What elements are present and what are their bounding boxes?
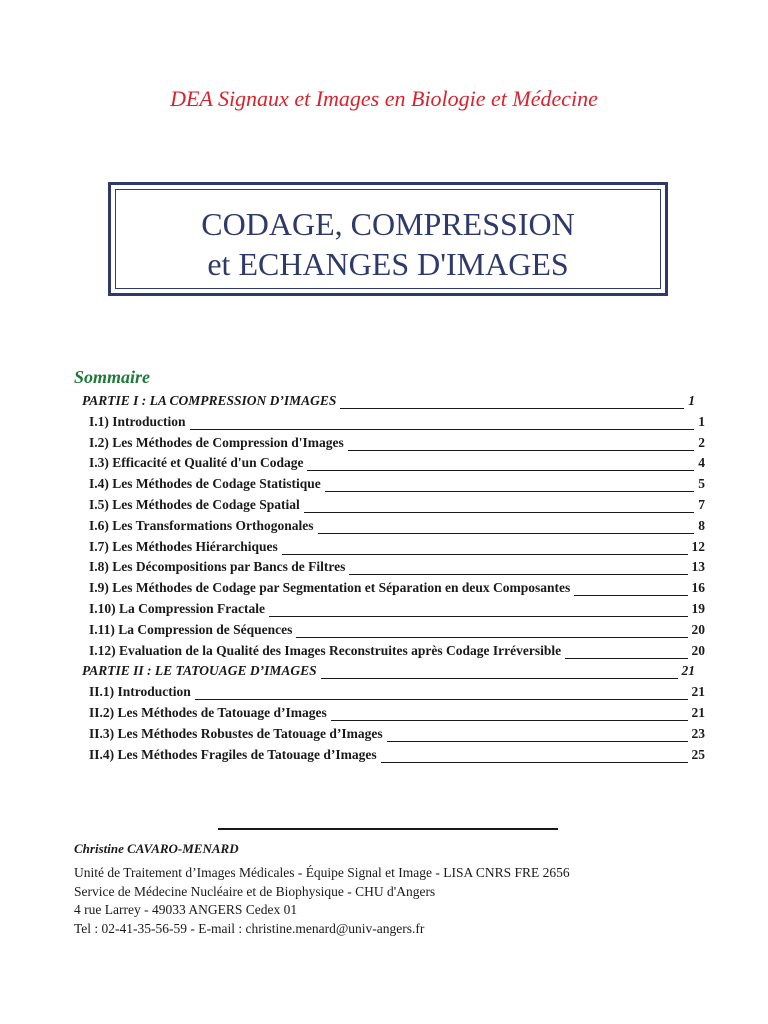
toc-entry [89, 643, 705, 663]
toc-entry-label: I.6) Les Transformations Orthogonales [89, 517, 314, 533]
program-heading: DEA Signaux et Images en Biologie et Médecine [170, 86, 598, 111]
toc-page-number: 12 [691, 538, 705, 554]
toc-entry [89, 518, 705, 538]
toc-entry [89, 601, 705, 621]
toc-leader-line [574, 594, 687, 596]
toc-leader-line [348, 449, 694, 451]
title-line-2: et ECHANGES D'IMAGES [207, 246, 569, 282]
address-line: Tel : 02-41-35-56-59 - E-mail : christine.menard@univ-angers.fr [74, 920, 425, 936]
toc-entry-label: I.11) La Compression de Séquences [89, 621, 293, 637]
toc-leader-line [331, 719, 688, 721]
toc-leader-line [325, 490, 695, 492]
toc-page-number: 4 [698, 455, 705, 471]
toc-entry-label: I.12) Evaluation de la Qualité des Images Reconstruites après Codage Irréversible [89, 642, 562, 658]
toc-leader-line [349, 573, 687, 575]
toc-leader-line [269, 615, 688, 617]
toc-leader-line [340, 407, 684, 409]
toc-page-number: 7 [698, 497, 705, 512]
toc-leader-line [282, 553, 688, 555]
toc-entry-label: I.5) Les Méthodes de Codage Spatial [89, 497, 300, 512]
toc-entry [89, 705, 705, 725]
toc-entry-label: I.10) La Compression Fractale [89, 601, 265, 616]
toc-entry [89, 580, 705, 600]
toc-entry [89, 414, 705, 434]
toc-entry [89, 622, 705, 642]
title-frame [108, 182, 668, 296]
toc-leader-line [296, 636, 687, 638]
address-line: Service de Médecine Nucléaire et de Biophysique - CHU d'Angers [74, 883, 436, 899]
toc-heading: Sommaire [74, 367, 151, 387]
toc-entry-label: I.9) Les Méthodes de Codage par Segmentation et Séparation en deux Composantes [89, 580, 571, 596]
separator-rule [218, 828, 558, 830]
toc-leader-line [304, 511, 694, 513]
address-line: Unité de Traitement d’Images Médicales - Équipe Signal et Image - LISA CNRS FRE 2656 [74, 865, 570, 880]
title-line-1: CODAGE, COMPRESSION [201, 206, 575, 242]
toc-entry [89, 726, 705, 746]
toc-page-number: 23 [691, 725, 705, 741]
toc-page-number: 16 [691, 580, 705, 596]
toc-part-entry [82, 393, 695, 413]
toc-page-number: 20 [691, 642, 705, 658]
toc-leader-line [387, 740, 688, 742]
toc-page-number: 25 [691, 746, 705, 762]
toc-entry [89, 684, 705, 704]
toc-entry [89, 476, 705, 496]
toc-entry-label: PARTIE II : LE TATOUAGE D’IMAGES [82, 663, 317, 679]
toc-entry-label: II.3) Les Méthodes Robustes de Tatouage d’Images [89, 725, 383, 741]
toc-page-number: 5 [698, 476, 705, 492]
toc-entry-label: II.1) Introduction [89, 684, 191, 700]
toc-page-number: 1 [688, 393, 695, 408]
toc-entry-label: I.3) Efficacité et Qualité d'un Codage [89, 455, 304, 471]
author-address [74, 864, 570, 938]
toc-page-number: 1 [698, 413, 705, 429]
toc-entry [89, 539, 705, 559]
toc-entry [89, 497, 705, 517]
document-title [115, 189, 661, 289]
author-name: Christine CAVARO-MENARD [74, 841, 239, 856]
toc-leader-line [321, 677, 678, 679]
toc-entry [89, 455, 705, 475]
toc-part-entry [82, 663, 695, 683]
toc-entry [89, 435, 705, 455]
toc-page-number: 21 [691, 705, 705, 720]
toc-page-number: 21 [681, 663, 695, 679]
toc-entry-label: I.4) Les Méthodes de Codage Statistique [89, 476, 321, 492]
toc-leader-line [318, 532, 695, 534]
toc-page-number: 20 [691, 621, 705, 637]
toc-leader-line [307, 469, 694, 471]
toc-entry-label: I.2) Les Méthodes de Compression d'Images [89, 434, 344, 450]
toc-entry [89, 747, 705, 767]
toc-leader-line [381, 761, 688, 763]
toc-leader-line [195, 698, 688, 700]
toc-entry [89, 559, 705, 579]
address-line: 4 rue Larrey - 49033 ANGERS Cedex 01 [74, 902, 298, 917]
toc-page-number: 13 [691, 559, 705, 575]
toc-page-number: 2 [698, 434, 705, 450]
toc-entry-label: I.1) Introduction [89, 413, 186, 429]
toc-entry-label: II.2) Les Méthodes de Tatouage d’Images [89, 705, 327, 720]
toc-page-number: 19 [691, 601, 705, 616]
toc-entry-label: I.7) Les Méthodes Hiérarchiques [89, 538, 278, 554]
toc-page-number: 8 [698, 517, 705, 533]
toc-page-number: 21 [691, 684, 705, 700]
toc-entry-label: PARTIE I : LA COMPRESSION D’IMAGES [82, 393, 337, 408]
toc-entry-label: II.4) Les Méthodes Fragiles de Tatouage d’Images [89, 746, 377, 762]
toc-leader-line [190, 428, 695, 430]
toc-entry-label: I.8) Les Décompositions par Bancs de Filtres [89, 559, 346, 575]
toc-leader-line [565, 657, 687, 659]
